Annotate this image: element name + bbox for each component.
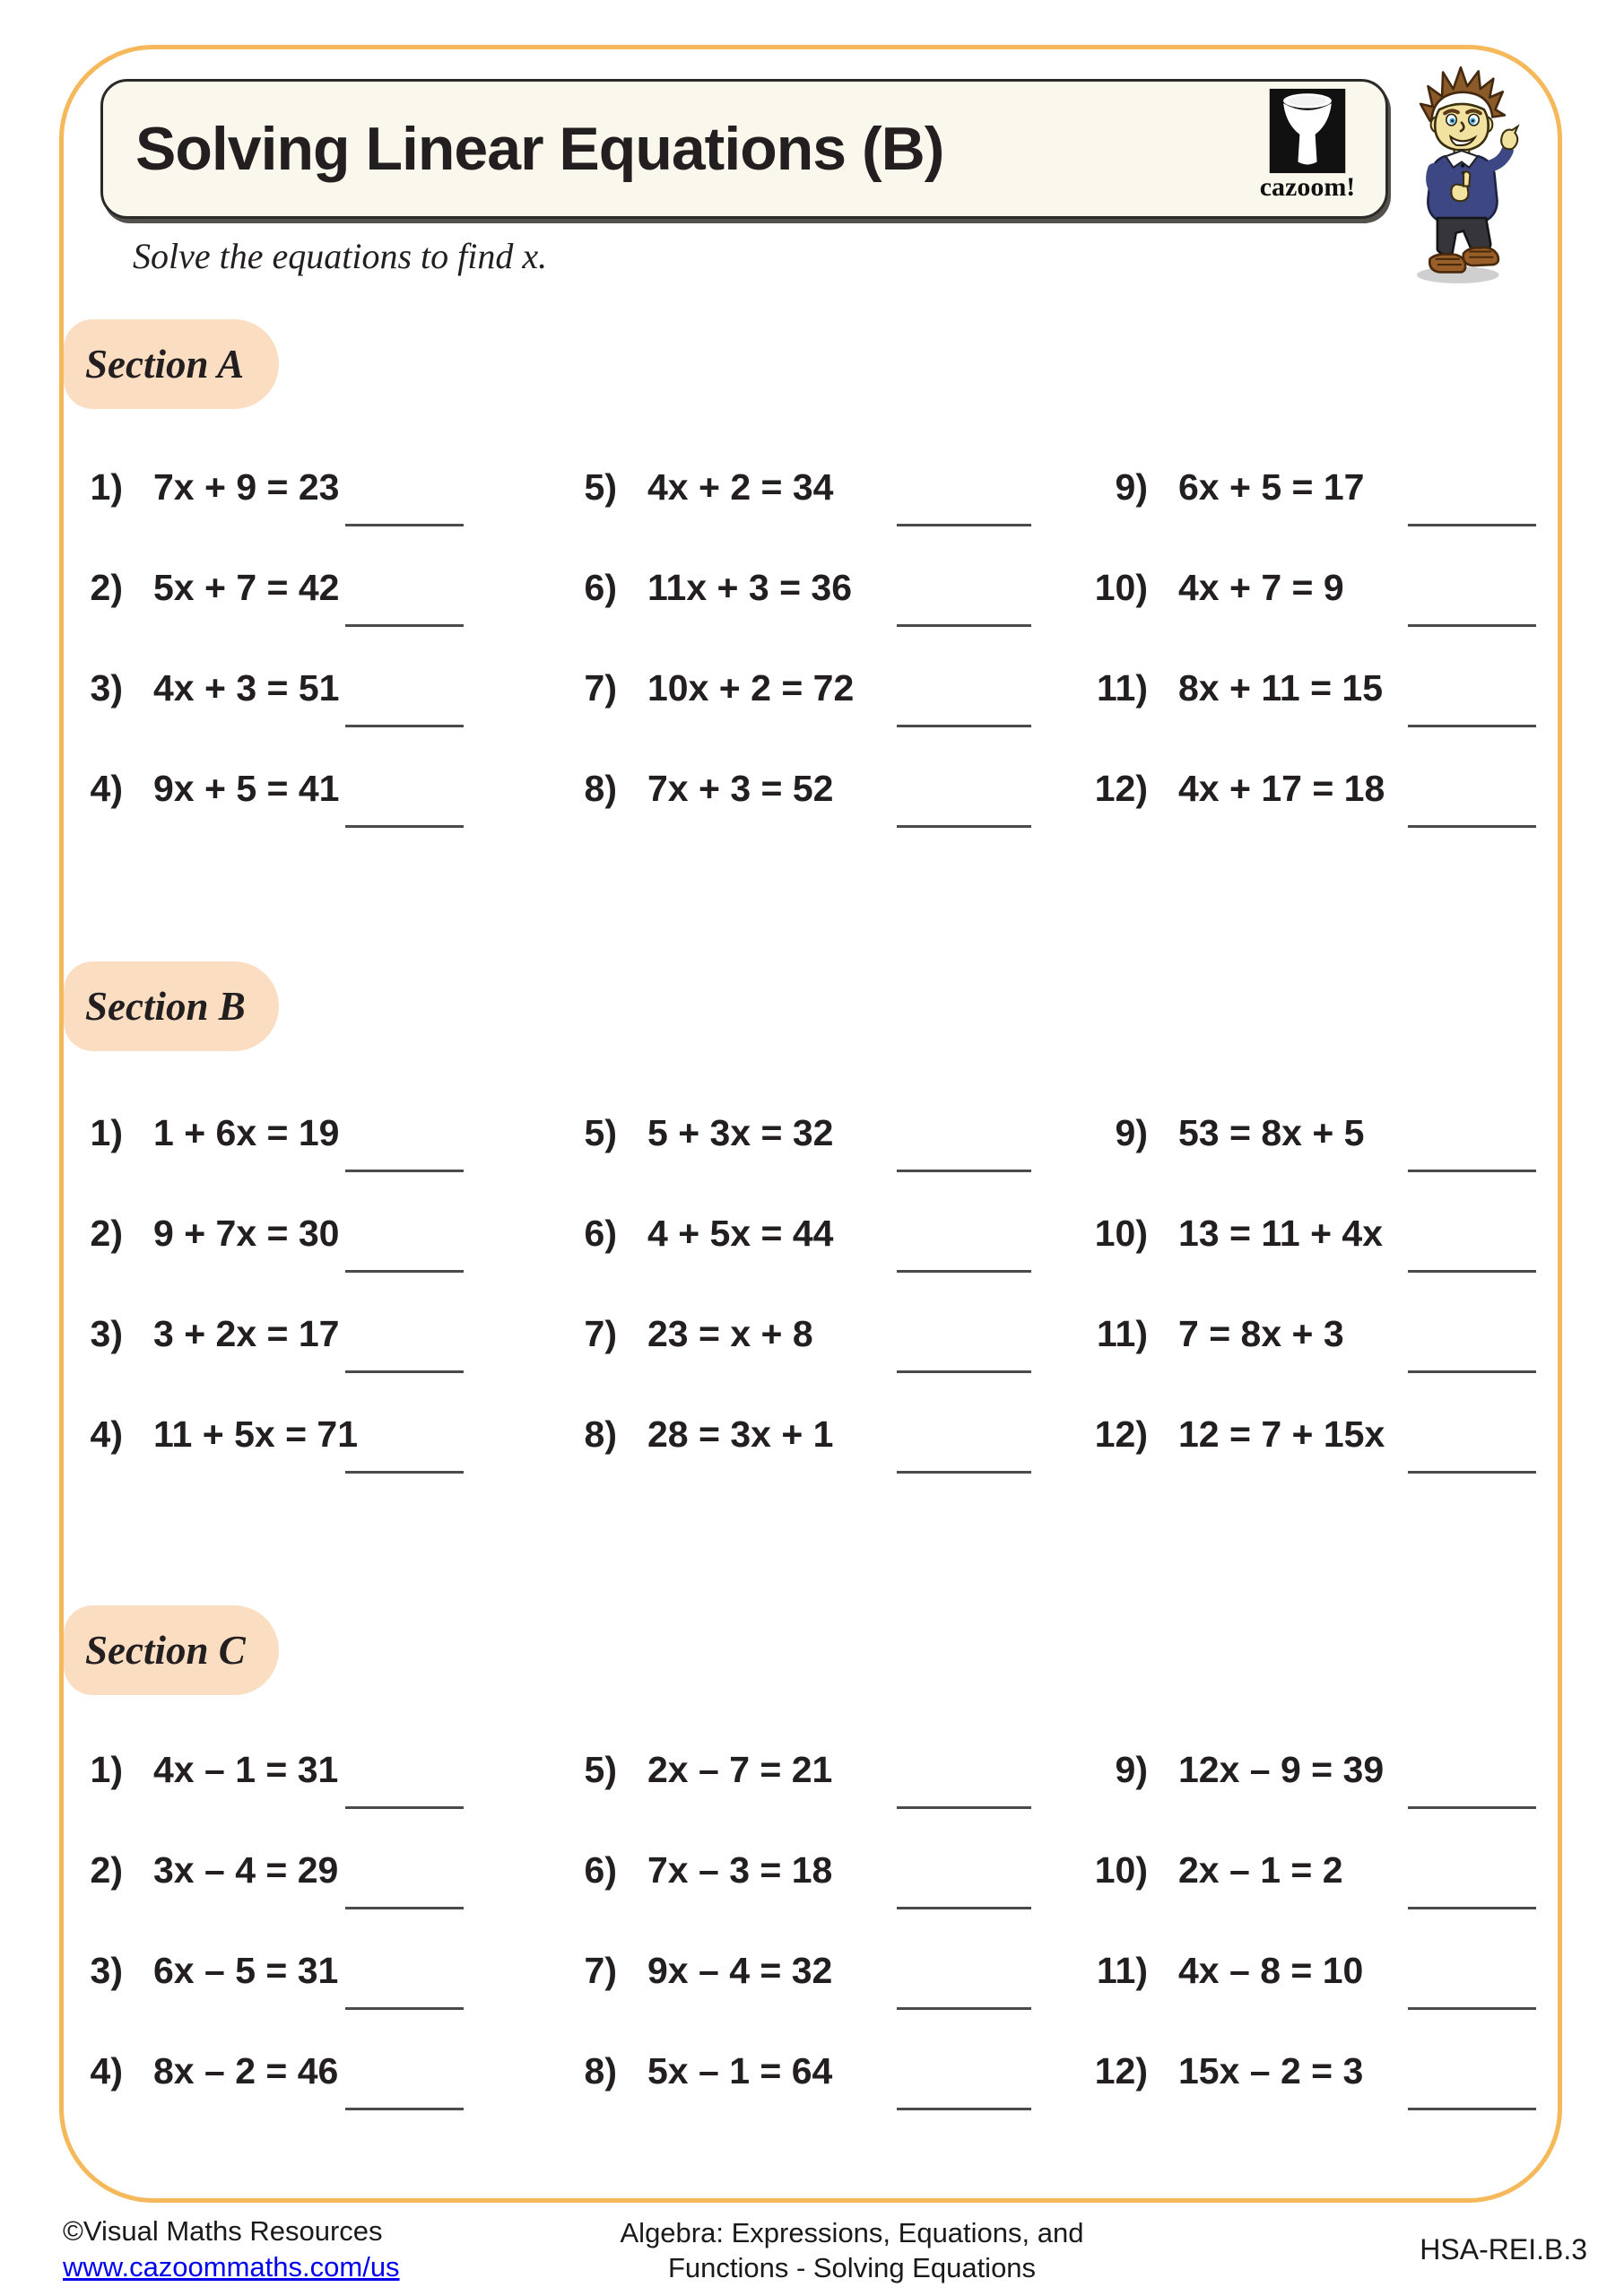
problem-equation: 12 = 7 + 15x bbox=[1178, 1413, 1385, 1455]
problem-equation: 4 + 5x = 44 bbox=[647, 1213, 834, 1254]
footer-topic-line2: Functions - Solving Equations bbox=[667, 2252, 1037, 2283]
section-c-header bbox=[64, 1605, 279, 1695]
answer-line[interactable] bbox=[1408, 825, 1536, 828]
problem bbox=[551, 567, 852, 609]
problem-equation: 7x + 3 = 52 bbox=[647, 768, 834, 809]
answer-line[interactable] bbox=[897, 2007, 1031, 2010]
problem-number: 1) bbox=[90, 466, 123, 508]
problem-equation: 4x + 2 = 34 bbox=[647, 466, 834, 508]
section-a-header bbox=[64, 319, 279, 409]
problem-equation: 53 = 8x + 5 bbox=[1178, 1112, 1365, 1153]
problem bbox=[551, 1213, 833, 1255]
problem-number: 5) bbox=[584, 1749, 617, 1790]
problem bbox=[85, 768, 339, 810]
answer-line[interactable] bbox=[1408, 1907, 1536, 1909]
answer-line[interactable] bbox=[1408, 725, 1536, 727]
answer-line[interactable] bbox=[345, 1907, 464, 1909]
section-a-body bbox=[0, 466, 1624, 888]
problem bbox=[551, 2050, 832, 2092]
problem bbox=[551, 667, 854, 709]
answer-line[interactable] bbox=[1408, 2007, 1536, 2010]
problem-equation: 6x + 5 = 17 bbox=[1178, 466, 1365, 508]
problem-number: 8) bbox=[584, 1413, 617, 1455]
section-a-label: Section A bbox=[85, 342, 245, 387]
answer-line[interactable] bbox=[345, 624, 464, 627]
problem-equation: 8x + 11 = 15 bbox=[1178, 667, 1384, 709]
problem-equation: 7x + 9 = 23 bbox=[153, 466, 340, 508]
answer-line[interactable] bbox=[897, 2108, 1031, 2110]
problem-equation: 9x + 5 = 41 bbox=[153, 768, 340, 809]
section-b-body bbox=[0, 1112, 1624, 1534]
problem-number: 12) bbox=[1094, 768, 1148, 809]
problem-number: 8) bbox=[584, 2050, 617, 2092]
problem bbox=[551, 1112, 833, 1154]
problem bbox=[1058, 466, 1364, 509]
problem bbox=[551, 466, 833, 509]
answer-line[interactable] bbox=[1408, 1170, 1536, 1172]
problem-equation: 2x – 7 = 21 bbox=[647, 1749, 833, 1790]
answer-line[interactable] bbox=[345, 1270, 464, 1273]
section-c-body bbox=[0, 1749, 1624, 2170]
problem-equation: 28 = 3x + 1 bbox=[647, 1413, 834, 1455]
problem bbox=[1058, 667, 1383, 709]
problem-equation: 10x + 2 = 72 bbox=[647, 667, 855, 709]
problem-equation: 4x + 7 = 9 bbox=[1178, 567, 1344, 608]
answer-line[interactable] bbox=[345, 825, 464, 828]
problem-number: 9) bbox=[1115, 1749, 1148, 1790]
footer-website-link[interactable]: www.cazoommaths.com/us bbox=[63, 2251, 400, 2283]
problem-equation: 9 + 7x = 30 bbox=[153, 1213, 340, 1254]
instruction-text: Solve the equations to find x. bbox=[133, 236, 548, 276]
problem-number: 3) bbox=[90, 1313, 123, 1354]
problem-equation: 11x + 3 = 36 bbox=[647, 567, 853, 608]
answer-line[interactable] bbox=[345, 2007, 464, 2010]
problem bbox=[85, 1313, 339, 1355]
answer-line[interactable] bbox=[345, 725, 464, 727]
problem-number: 7) bbox=[584, 1950, 617, 1991]
answer-line[interactable] bbox=[345, 524, 464, 526]
problem-number: 10) bbox=[1094, 567, 1148, 608]
problem bbox=[551, 1413, 833, 1456]
footer-copyright: ©Visual Maths Resources bbox=[63, 2215, 383, 2247]
problem-equation: 11 + 5x = 71 bbox=[153, 1413, 359, 1455]
problem-equation: 4x + 3 = 51 bbox=[153, 667, 340, 709]
problem bbox=[551, 1849, 832, 1892]
problem bbox=[1058, 1749, 1384, 1791]
answer-line[interactable] bbox=[345, 1170, 464, 1172]
problem-number: 2) bbox=[90, 567, 123, 608]
problem-number: 7) bbox=[584, 667, 617, 709]
problem bbox=[1058, 768, 1385, 810]
answer-line[interactable] bbox=[897, 624, 1031, 627]
problem-number: 9) bbox=[1115, 466, 1148, 508]
problem-equation: 23 = x + 8 bbox=[647, 1313, 813, 1354]
problem bbox=[85, 2050, 338, 2092]
problem bbox=[85, 1749, 338, 1791]
problem-number: 5) bbox=[584, 466, 617, 508]
problem-equation: 7 = 8x + 3 bbox=[1178, 1313, 1344, 1354]
problem-number: 4) bbox=[90, 1413, 123, 1455]
djembe-drum-icon bbox=[1268, 88, 1347, 174]
answer-line[interactable] bbox=[897, 1806, 1031, 1809]
section-c-label: Section C bbox=[85, 1628, 246, 1673]
answer-line[interactable] bbox=[1408, 1270, 1536, 1273]
answer-line[interactable] bbox=[345, 1471, 464, 1474]
problem-number: 4) bbox=[90, 768, 123, 809]
answer-line[interactable] bbox=[1408, 624, 1536, 627]
problem-equation: 8x – 2 = 46 bbox=[153, 2050, 339, 2092]
problem bbox=[85, 1112, 339, 1154]
problem bbox=[1058, 1849, 1343, 1892]
answer-line[interactable] bbox=[1408, 1471, 1536, 1474]
problem bbox=[85, 1849, 338, 1892]
problem-equation: 5x + 7 = 42 bbox=[153, 567, 340, 608]
answer-line[interactable] bbox=[897, 825, 1031, 828]
problem bbox=[85, 667, 339, 709]
problem bbox=[551, 1313, 813, 1355]
answer-line[interactable] bbox=[897, 524, 1031, 526]
answer-line[interactable] bbox=[897, 1471, 1031, 1474]
answer-line[interactable] bbox=[897, 1170, 1031, 1172]
footer-topic-line1: Algebra: Expressions, Equations, and bbox=[620, 2217, 1084, 2248]
problem-equation: 3 + 2x = 17 bbox=[153, 1313, 340, 1354]
problem bbox=[85, 1413, 358, 1456]
problem-equation: 7x – 3 = 18 bbox=[647, 1849, 833, 1891]
problem bbox=[551, 768, 833, 810]
problem-number: 10) bbox=[1094, 1849, 1148, 1891]
problem bbox=[85, 1213, 339, 1255]
answer-line[interactable] bbox=[897, 1370, 1031, 1373]
section-b-header bbox=[64, 961, 279, 1051]
problem-equation: 9x – 4 = 32 bbox=[647, 1950, 833, 1991]
problem-number: 6) bbox=[584, 567, 617, 608]
problem-number: 1) bbox=[90, 1112, 123, 1153]
problem bbox=[1058, 1313, 1344, 1355]
title-box bbox=[100, 79, 1388, 219]
answer-line[interactable] bbox=[897, 1270, 1031, 1273]
problem-equation: 15x – 2 = 3 bbox=[1178, 2050, 1364, 2092]
answer-line[interactable] bbox=[1408, 2108, 1536, 2110]
problem-number: 11) bbox=[1097, 1313, 1148, 1354]
problem-number: 3) bbox=[90, 667, 123, 709]
problem-number: 2) bbox=[90, 1849, 123, 1891]
answer-line[interactable] bbox=[1408, 524, 1536, 526]
problem-number: 11) bbox=[1097, 1950, 1148, 1991]
problem-equation: 4x – 1 = 31 bbox=[153, 1749, 339, 1790]
problem-equation: 5 + 3x = 32 bbox=[647, 1112, 834, 1153]
page-title: Solving Linear Equations (B) bbox=[135, 115, 944, 183]
problem-number: 7) bbox=[584, 1313, 617, 1354]
problem-number: 11) bbox=[1097, 667, 1148, 709]
problem-number: 1) bbox=[90, 1749, 123, 1790]
problem-equation: 5x – 1 = 64 bbox=[647, 2050, 833, 2092]
problem bbox=[85, 567, 339, 609]
problem-equation: 2x – 1 = 2 bbox=[1178, 1849, 1343, 1891]
answer-line[interactable] bbox=[1408, 1370, 1536, 1373]
problem bbox=[1058, 1413, 1385, 1456]
problem bbox=[551, 1950, 832, 1992]
answer-line[interactable] bbox=[897, 1907, 1031, 1909]
problem bbox=[1058, 1950, 1363, 1992]
answer-line[interactable] bbox=[345, 1370, 464, 1373]
section-b-label: Section B bbox=[85, 984, 246, 1029]
problem-equation: 6x – 5 = 31 bbox=[153, 1950, 339, 1991]
problem-number: 10) bbox=[1094, 1213, 1148, 1254]
cazoom-logo bbox=[1236, 88, 1379, 206]
problem-equation: 1 + 6x = 19 bbox=[153, 1112, 340, 1153]
problem bbox=[551, 1749, 832, 1791]
problem bbox=[1058, 1213, 1383, 1255]
cartoon-boy-mascot bbox=[1399, 61, 1526, 285]
problem bbox=[85, 466, 339, 509]
problem bbox=[1058, 1112, 1364, 1154]
brand-word: cazoom! bbox=[1259, 172, 1356, 202]
problem bbox=[1058, 567, 1344, 609]
problem bbox=[1058, 2050, 1363, 2092]
problem-number: 12) bbox=[1094, 1413, 1148, 1455]
problem-number: 6) bbox=[584, 1849, 617, 1891]
problem-number: 6) bbox=[584, 1213, 617, 1254]
problem-number: 3) bbox=[90, 1950, 123, 1991]
problem-number: 2) bbox=[90, 1213, 123, 1254]
problem-equation: 13 = 11 + 4x bbox=[1178, 1213, 1384, 1254]
problem-equation: 12x – 9 = 39 bbox=[1178, 1749, 1385, 1790]
answer-line[interactable] bbox=[345, 1806, 464, 1809]
footer-topic bbox=[413, 2215, 1291, 2285]
problem bbox=[85, 1950, 338, 1992]
problem-number: 9) bbox=[1115, 1112, 1148, 1153]
problem-equation: 4x + 17 = 18 bbox=[1178, 768, 1385, 809]
answer-line[interactable] bbox=[345, 2108, 464, 2110]
problem-number: 4) bbox=[90, 2050, 123, 2092]
answer-line[interactable] bbox=[897, 725, 1031, 727]
answer-line[interactable] bbox=[1408, 1806, 1536, 1809]
problem-equation: 3x – 4 = 29 bbox=[153, 1849, 339, 1891]
problem-number: 5) bbox=[584, 1112, 617, 1153]
problem-equation: 4x – 8 = 10 bbox=[1178, 1950, 1364, 1991]
footer-standard-code: HSA-REI.B.3 bbox=[1420, 2233, 1587, 2266]
problem-number: 12) bbox=[1094, 2050, 1148, 2092]
problem-number: 8) bbox=[584, 768, 617, 809]
